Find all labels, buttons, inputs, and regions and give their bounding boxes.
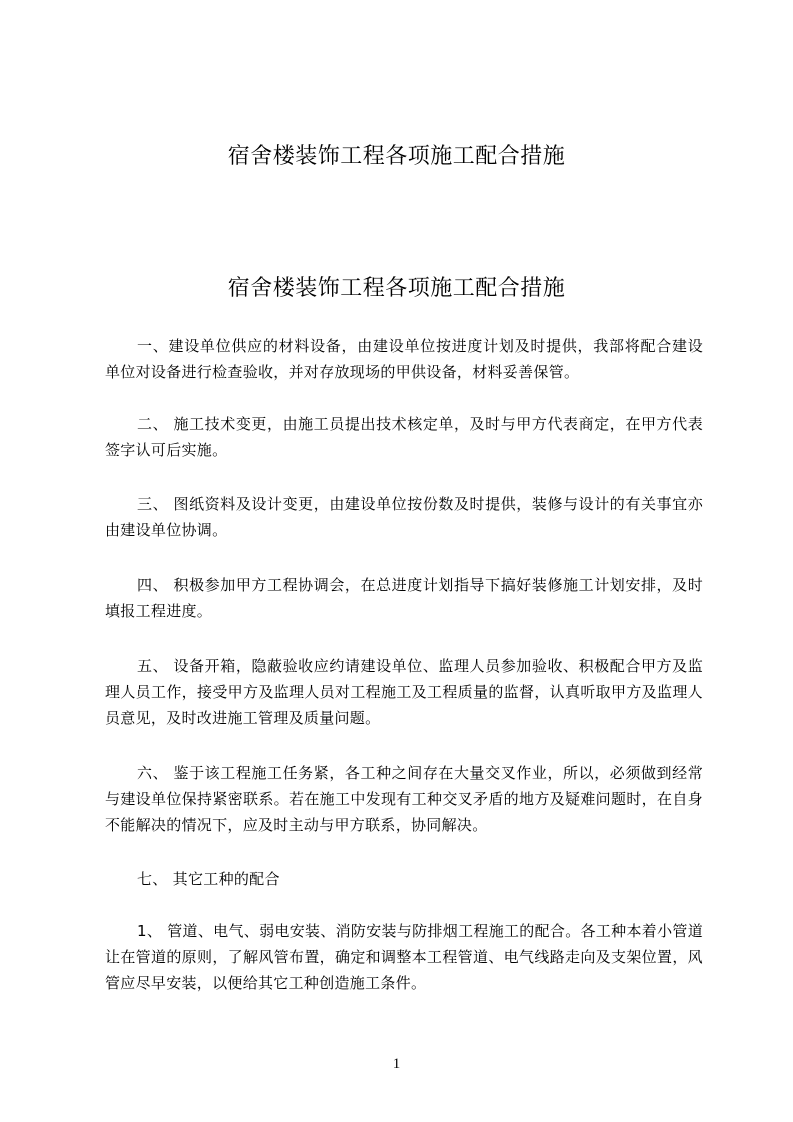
paragraph-5: 五、 设备开箱，隐蔽验收应约请建设单位、监理人员参加验收、积极配合甲方及监理人员工作，接受甲方及监理人员对工程施工及工程质量的监督，认真听取甲方及监理人员意见，及时改进施工管理及质量问题。 [105,657,703,727]
paragraph-8: 1、 管道、电气、弱电安装、消防安装与防排烟工程施工的配合。各工种本着小管道让在管道的原则，了解风管布置，确定和调整本工程管道、电气线路走向及支架位置，风管应尽早安装，以便给其它工种创造施工条件。 [105,922,703,992]
paragraph-2: 二、 施工技术变更，由施工员提出技术核定单，及时与甲方代表商定，在甲方代表签字认可后实施。 [105,415,703,459]
document-main-title: 宿舍楼装饰工程各项施工配合措施 [227,276,566,301]
page-number: 1 [392,1056,401,1072]
document-header-title: 宿舍楼装饰工程各项施工配合措施 [227,144,566,169]
paragraph-4: 四、 积极参加甲方工程协调会，在总进度计划指导下搞好装修施工计划安排，及时填报工程进度。 [105,576,703,620]
paragraph-3: 三、 图纸资料及设计变更，由建设单位按份数及时提供，装修与设计的有关事宜亦由建设单位协调。 [105,495,703,539]
paragraph-1: 一、建设单位供应的材料设备，由建设单位按进度计划及时提供，我部将配合建设单位对设备进行检查验收，并对存放现场的甲供设备，材料妥善保管。 [105,337,703,381]
paragraph-7-heading: 七、 其它工种的配合 [137,870,280,888]
paragraph-6: 六、 鉴于该工程施工任务紧，各工种之间存在大量交叉作业，所以，必须做到经常与建设单位保持紧密联系。若在施工中发现有工种交叉矛盾的地方及疑难问题时，在自身不能解决的情况下，应及时主动与甲方联系，协同解决。 [105,764,703,834]
